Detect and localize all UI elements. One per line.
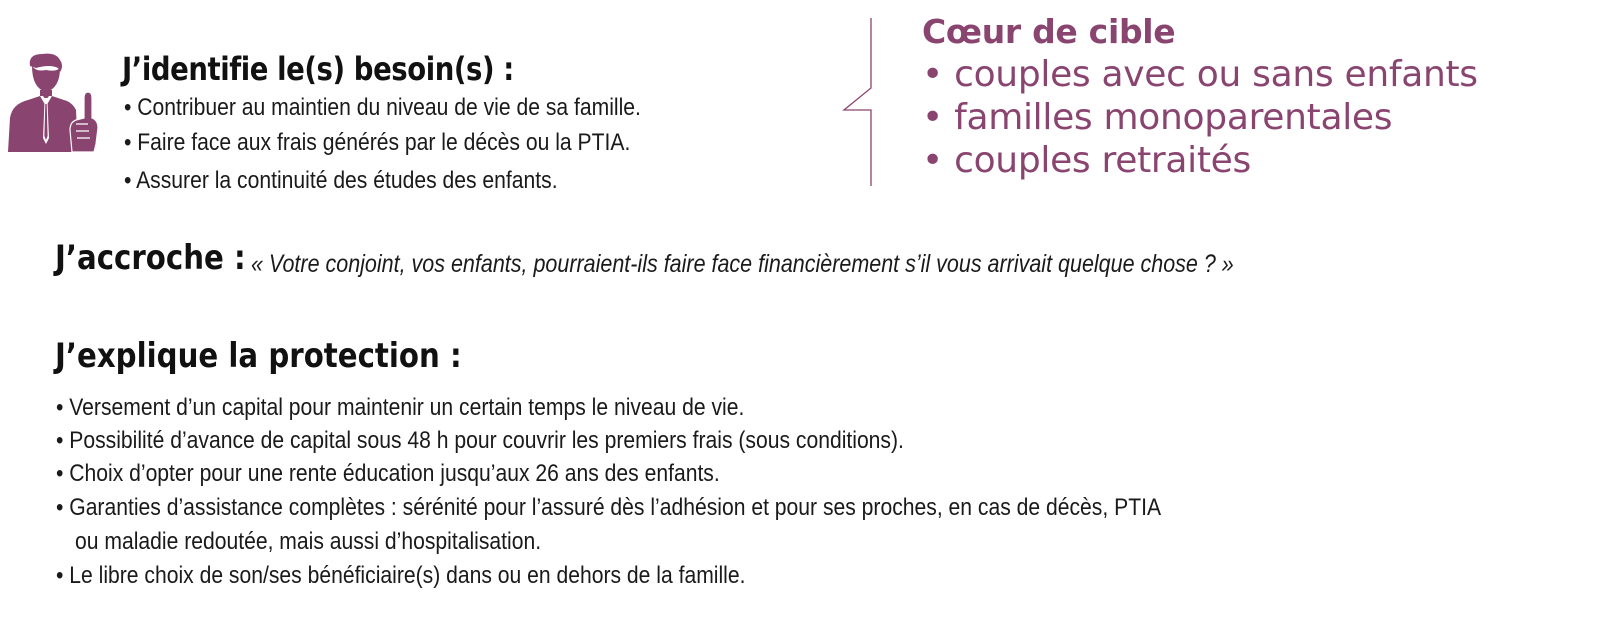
needs-item: • Faire face aux frais générés par le décès ou la PTIA. [124,129,631,156]
target-heading: Cœur de cible [922,12,1176,51]
target-item: • couples avec ou sans enfants [922,54,1478,95]
needs-item: • Contribuer au maintien du niveau de vie de sa famille. [124,94,641,121]
protection-heading: J’explique la protection : [55,336,462,376]
hook-quote: « Votre conjoint, vos enfants, pourraient-ils faire face financièrement s’il vous arrivait quelque chose ? » [251,250,1234,278]
protection-item-continuation: ou maladie redoutée, mais aussi d’hospitalisation. [75,528,542,555]
protection-item: • Le libre choix de son/ses bénéficiaire(s) dans ou en dehors de la famille. [56,562,746,589]
businessman-pointing-icon [6,52,98,152]
hook-row [55,238,1234,278]
protection-item: • Garanties d’assistance complètes : sérénité pour l’assuré dès l’adhésion et pour ses proches, en cas de décès, PTIA [56,494,1162,521]
target-item: • familles monoparentales [922,97,1393,138]
brace-divider [838,18,878,188]
needs-item: • Assurer la continuité des études des enfants. [124,167,558,194]
needs-heading: J’identifie le(s) besoin(s) : [122,50,514,88]
protection-item: • Possibilité d’avance de capital sous 48 h pour couvrir les premiers frais (sous conditions). [56,427,904,454]
hook-heading: J’accroche : [55,238,246,278]
protection-item: • Versement d’un capital pour maintenir un certain temps le niveau de vie. [56,394,745,421]
protection-item: • Choix d’opter pour une rente éducation jusqu’aux 26 ans des enfants. [56,460,720,487]
target-item: • couples retraités [922,140,1251,181]
